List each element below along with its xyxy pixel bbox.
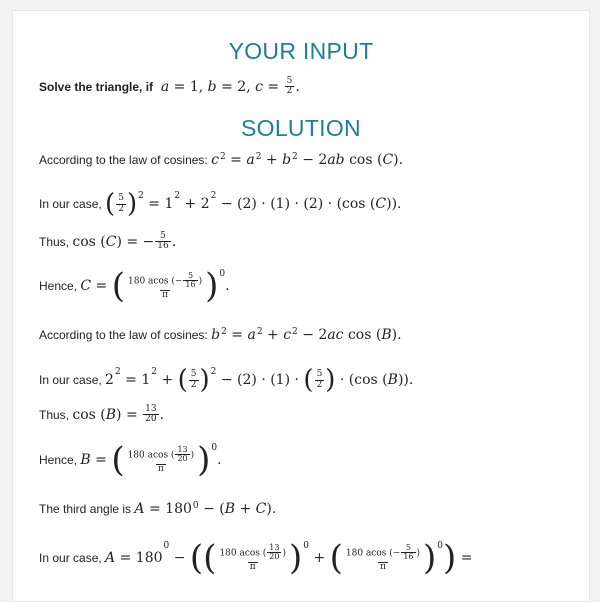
problem-statement: [39, 77, 300, 97]
solution-heading: SOLUTION: [241, 115, 361, 141]
case-b-formula: 2 2 = 1 2 + ( $\frac{5}{2}$ ) 2 − (2) · (1) · ( $\frac{5}{2}$ ) · (cos ( B )).: [105, 365, 414, 395]
solution-card: [12, 10, 590, 602]
hence-b-step: Hence, B = ( 180 acos ( $\frac{13}{20}$ ) π ) 0 .: [39, 440, 222, 480]
thus-cos-c-step: Thus, cos ( C ) = − $\frac{5}{16}$ .: [39, 231, 177, 252]
c-fraction: $\frac{5}{2}$: [286, 76, 293, 97]
angle-c-formula: C = ( 180 acos (− $\frac{5}{16}$ ) π ) 0 .: [80, 266, 230, 306]
angle-a-formula: A = 180 0 − ( ( 180 acos ( $\frac{13}{20}$ ) π ) 0 + ( 180 acos (− $\frac{5}{16}$ ) π ) 0 ) =: [105, 538, 473, 578]
third-angle-formula: A = 180 0 − ( B + C ).: [134, 501, 277, 517]
cos-c-value: cos ( C ) = − $\frac{5}{16}$ .: [72, 231, 177, 252]
problem-prefix: Solve the triangle, if: [39, 79, 154, 94]
angle-b-formula: B = ( 180 acos ( $\frac{13}{20}$ ) π ) 0 .: [80, 440, 222, 480]
case-a-step: In our case, A = 180 0 − ( ( 180 acos ( $\frac{13}{20}$ ) π ) 0 + ( 180 acos (− $\frac{5}{16}$ ) π ) 0 ) =: [39, 538, 473, 578]
third-angle-step: The third angle is A = 180 0 − ( B + C ).: [39, 501, 277, 517]
law-of-cosines-b-step: According to the law of cosines: b 2 = a 2 + c 2 − 2 ac cos ( B ).: [39, 327, 402, 343]
law-of-cosines-c-step: According to the law of cosines: c 2 = a 2 + b 2 − 2 ab cos ( C ).: [39, 152, 404, 168]
case-c-step: In our case, ( $\frac{5}{2}$ ) 2 = 1 2 + 2 2 − (2) · (1) · (2) · (cos ( C )).: [39, 189, 402, 219]
your-input-heading: YOUR INPUT: [228, 38, 374, 64]
case-c-formula: ( $\frac{5}{2}$ ) 2 = 1 2 + 2 2 − (2) · (1) · (2) · (cos ( C )).: [105, 189, 402, 219]
case-b-step: In our case, 2 2 = 1 2 + ( $\frac{5}{2}$ ) 2 − (2) · (1) · ( $\frac{5}{2}$ ) · (cos ( B )).: [39, 365, 414, 395]
law-b-formula: b 2 = a 2 + c 2 − 2 ac cos ( B ).: [211, 327, 402, 343]
thus-cos-b-step: Thus, cos ( B ) = $\frac{13}{20}$ .: [39, 404, 165, 425]
hence-c-step: Hence, C = ( 180 acos (− $\frac{5}{16}$ ) π ) 0 .: [39, 266, 230, 306]
law-c-formula: c 2 = a 2 + b 2 − 2 ab cos ( C ).: [211, 152, 404, 168]
cos-b-value: cos ( B ) = $\frac{13}{20}$ .: [72, 404, 165, 425]
problem-math: a = 1 , b = 2 , c = $\frac{5}{2}$ .: [160, 76, 300, 97]
